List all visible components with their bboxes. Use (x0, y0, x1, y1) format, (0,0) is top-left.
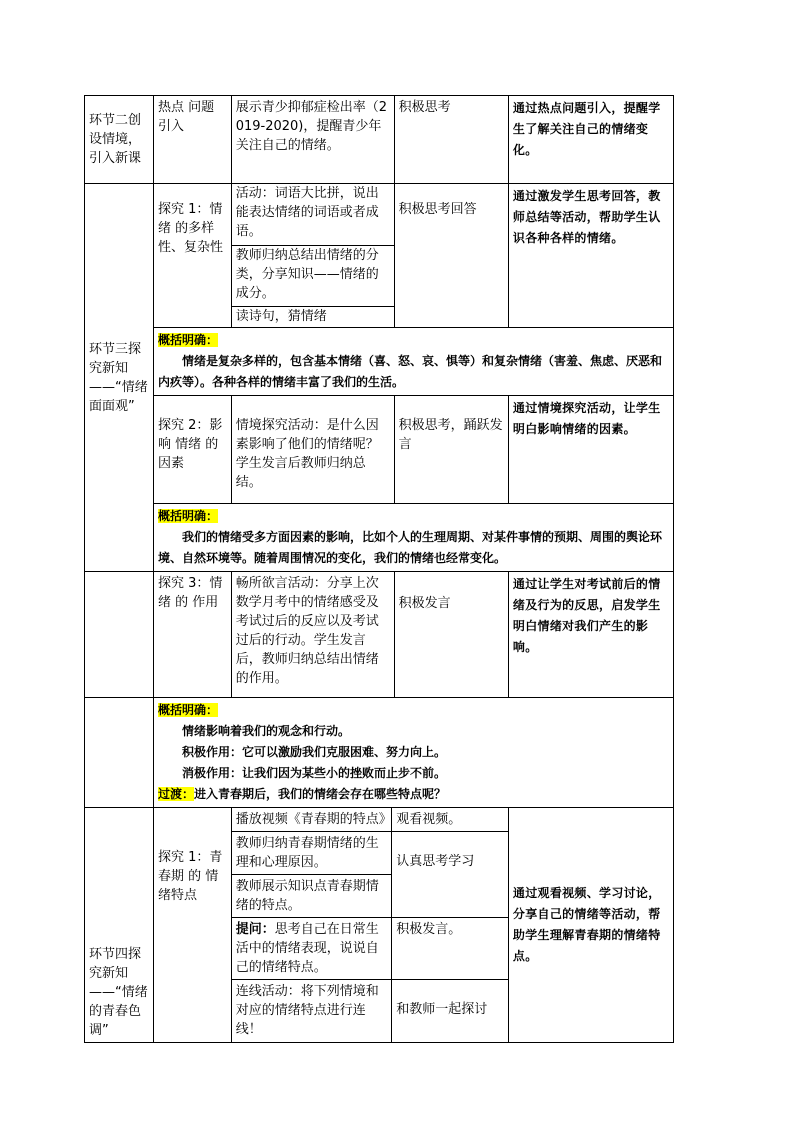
topic-cell: 探究 3：情绪 的 作用 (154, 572, 232, 698)
student-activity-cell: 积极思考 (394, 96, 508, 184)
question-label: 提问： (235, 922, 275, 937)
activity-item: 活动：词语大比拼，说出能表达情绪的词语或者成语。 (232, 184, 394, 246)
summary-text: 我们的情绪受多方面因素的影响，比如个人的生理周期、对某件事情的预期、周围的舆论环境、自然环境等。随着周围情况的变化，我们的情绪也经常变化。 (158, 530, 663, 565)
section-cell: 环节四探究新知——“情绪的青春色调” (85, 808, 154, 1043)
summary-text: 情绪是复杂多样的，包含基本情绪（喜、怒、哀、惧等）和复杂情绪（害羞、焦虑、厌恶和内疚等）。各种各样的情绪丰富了我们的生活。 (158, 354, 663, 389)
topic-cell: 热点 问题引入 (154, 96, 232, 184)
teacher-activity-cell: 播放视频《青春期的特点》 (232, 808, 392, 832)
topic-cell: 探究 1：青春期 的 情绪特点 (154, 808, 232, 1043)
table-row (232, 918, 508, 980)
summary-cell (154, 328, 674, 396)
student-activity-cell: 积极思考回答 (394, 184, 508, 328)
table-row (232, 808, 508, 832)
question-text: 思考自己在日常生活中的情绪表现，说说自己的情绪特点。 (235, 922, 379, 975)
section-cell: 环节三探究新知——“情绪面面观” (85, 184, 154, 572)
summary-label: 概括明确： (158, 703, 219, 717)
student-activity-cell: 积极发言。 (392, 918, 508, 980)
teacher-activity-cell: 教师归纳青春期情绪的生理和心理原因。 (232, 832, 392, 875)
table-row (85, 396, 674, 504)
table-row (85, 504, 674, 572)
design-intent-cell: 通过观看视频、学习讨论，分享自己的情绪等活动，帮助学生理解青春期的情绪特点。 (508, 808, 673, 1043)
summary-label: 概括明确： (158, 509, 219, 523)
teacher-activity-cell (232, 918, 392, 980)
design-intent-cell: 通过激发学生思考回答，教师总结等活动，帮助学生认识各种各样的情绪。 (508, 184, 673, 328)
student-activity-cell: 积极思考，踊跃发言 (394, 396, 508, 504)
activity-item: 读诗句，猜情绪 (235, 309, 327, 324)
table-row (232, 832, 508, 875)
activity-subtable-cell (231, 808, 508, 1043)
table-row (85, 328, 674, 396)
teacher-activity-cell (231, 184, 394, 328)
section-cell (85, 572, 154, 698)
teacher-activity-cell: 连线活动：将下列情境和对应的情绪特点进行连线！ (232, 980, 392, 1042)
table-row (85, 96, 674, 184)
student-activity-cell: 积极发言 (394, 572, 508, 698)
transition-line (158, 784, 669, 805)
lesson-plan-table (84, 95, 674, 1043)
teacher-activity-cell: 展示青少抑郁症检出率（2019-2020)，提醒青少年关注自己的情绪。 (231, 96, 394, 184)
table-row (85, 184, 674, 328)
teacher-activity-cell: 畅所欲言活动：分享上次数学月考中的情绪感受及考试过后的反应以及考试过后的行动。学生发言后，教师归纳总结出情绪的作用。 (231, 572, 394, 698)
topic-cell: 探究 1：情绪 的多样性、复杂性 (154, 184, 232, 328)
topic-cell: 探究 2：影响 情绪 的因素 (154, 396, 232, 504)
student-activity-cell: 观看视频。 (392, 808, 508, 832)
summary-cell (154, 504, 674, 572)
student-activity-cell: 和教师一起探讨 (392, 980, 508, 1042)
summary-label: 概括明确： (158, 333, 219, 347)
activity-item: 教师归纳总结出情绪的分类，分享知识——情绪的成分。 (232, 246, 394, 307)
teacher-activity-cell: 情境探究活动：是什么因素影响了他们的情绪呢？学生发言后教师归纳总结。 (231, 396, 394, 504)
section-cell (85, 698, 154, 808)
table-row (85, 808, 674, 1043)
table-row (85, 572, 674, 698)
lesson-plan-table-wrapper (84, 95, 674, 1043)
table-row (232, 980, 508, 1042)
design-intent-cell: 通过情境探究活动，让学生明白影响情绪的因素。 (508, 396, 673, 504)
design-intent-cell: 通过让学生对考试前后的情绪及行为的反思，启发学生明白情绪对我们产生的影响。 (508, 572, 673, 698)
transition-text: 进入青春期后，我们的情绪会存在哪些特点呢？ (194, 787, 447, 801)
section-cell: 环节二创设情境，引入新课 (85, 96, 154, 184)
summary-line: 积极作用：它可以激励我们克服困难、努力向上。 (182, 745, 447, 759)
summary-cell (154, 698, 674, 808)
design-intent-cell: 通过热点问题引入，提醒学生了解关注自己的情绪变化。 (508, 96, 673, 184)
summary-line: 情绪影响着我们的观念和行动。 (182, 724, 351, 738)
transition-label: 过渡： (158, 787, 195, 801)
student-activity-cell: 认真思考学习 (392, 832, 508, 918)
table-row (85, 698, 674, 808)
activity-subtable (232, 808, 508, 1042)
teacher-activity-cell: 教师展示知识点青春期情绪的特点。 (232, 875, 392, 918)
summary-line: 消极作用：让我们因为某些小的挫败而止步不前。 (182, 766, 447, 780)
